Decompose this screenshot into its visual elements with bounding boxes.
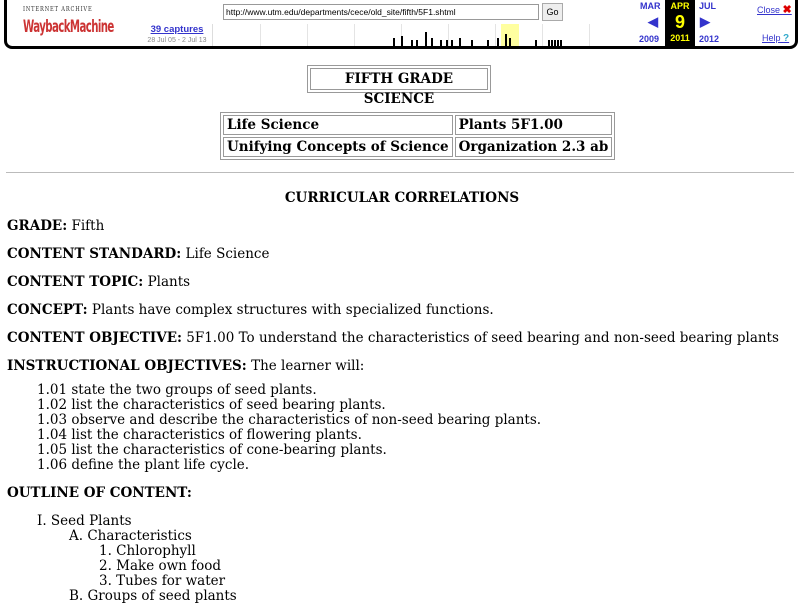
field-label: CONTENT TOPIC: bbox=[7, 274, 144, 290]
capture-bar bbox=[487, 40, 489, 46]
table-cell: Organization 2.3 ab bbox=[455, 137, 613, 157]
outline-item: I. Seed Plants bbox=[37, 513, 132, 529]
current-month: APR bbox=[670, 1, 690, 11]
capture-bar bbox=[560, 40, 562, 46]
year-divider bbox=[354, 24, 355, 46]
outline-item: A. Characteristics bbox=[69, 528, 192, 544]
capture-bar bbox=[401, 36, 403, 46]
list-item: 1.06 define the plant life cycle. bbox=[37, 457, 250, 473]
help-icon: ? bbox=[783, 33, 790, 44]
url-input[interactable]: http://www.utm.edu/departments/cece/old_site/fifth/5F1.shtml bbox=[223, 4, 539, 20]
outline bbox=[37, 514, 797, 604]
field-label: GRADE: bbox=[7, 218, 68, 234]
next-year[interactable]: 2012 bbox=[699, 34, 720, 44]
list-item: 1.03 observe and describe the characteristics of non-seed bearing plants. bbox=[37, 412, 542, 428]
logo-text: INTERNET ARCHIVE bbox=[23, 6, 93, 13]
page-title-box bbox=[307, 65, 491, 107]
outline-label: OUTLINE OF CONTENT: bbox=[7, 485, 192, 501]
year-divider bbox=[260, 24, 261, 46]
capture-range: 28 Jul 05 - 2 Jul 13 bbox=[147, 37, 207, 44]
wayback-logo[interactable] bbox=[23, 6, 133, 42]
capture-bar bbox=[425, 32, 427, 46]
year-divider bbox=[589, 24, 590, 46]
page-title: FIFTH GRADE SCIENCE bbox=[310, 68, 488, 90]
prev-month[interactable]: MAR bbox=[640, 1, 661, 11]
help-link[interactable] bbox=[762, 32, 789, 45]
main-content bbox=[7, 190, 797, 604]
list-item: 1.05 list the characteristics of cone-bearing plants. bbox=[37, 442, 387, 458]
field-value: Life Science bbox=[185, 246, 270, 262]
prev-arrow-icon[interactable]: ◀ bbox=[648, 14, 658, 29]
capture-bar bbox=[554, 40, 556, 46]
capture-bar bbox=[440, 40, 442, 46]
next-arrow-icon[interactable]: ▶ bbox=[700, 14, 710, 29]
field-concept bbox=[7, 303, 797, 318]
current-capture bbox=[665, 0, 695, 46]
field-standard bbox=[7, 247, 797, 262]
field-label: CONCEPT: bbox=[7, 302, 88, 318]
outline-item: 2. Make own food bbox=[99, 558, 222, 574]
capture-bar bbox=[551, 40, 553, 46]
capture-bar bbox=[416, 40, 418, 46]
capture-bar bbox=[431, 38, 433, 46]
field-label: CONTENT STANDARD: bbox=[7, 246, 182, 262]
capture-bar bbox=[497, 38, 499, 46]
outline-item: 1. Chlorophyll bbox=[99, 543, 196, 559]
close-icon: ✖ bbox=[782, 4, 792, 16]
field-value: Plants have complex structures with specialized functions. bbox=[91, 302, 494, 318]
capture-bar bbox=[451, 40, 453, 46]
divider bbox=[6, 172, 794, 173]
outline-item: 3. Tubes for water bbox=[99, 573, 226, 589]
table-cell: Life Science bbox=[223, 115, 453, 135]
outline-item: B. Groups of seed plants bbox=[69, 588, 237, 604]
next-month[interactable]: JUL bbox=[699, 1, 717, 11]
close-label: Close bbox=[757, 5, 781, 15]
table-cell: Plants 5F1.00 bbox=[455, 115, 613, 135]
subject-table bbox=[220, 112, 615, 160]
year-divider bbox=[307, 24, 308, 46]
field-objective bbox=[7, 331, 797, 346]
capture-bar bbox=[446, 40, 448, 46]
capture-bar bbox=[509, 38, 511, 46]
prev-year[interactable]: 2009 bbox=[639, 34, 660, 44]
go-button[interactable]: Go bbox=[542, 3, 563, 21]
field-value: 5F1.00 To understand the characteristics of seed bearing and non-seed bearing plants bbox=[186, 330, 779, 346]
capture-bar bbox=[411, 40, 413, 46]
capture-bar bbox=[459, 38, 461, 46]
capture-bar bbox=[393, 38, 395, 46]
list-item: 1.02 list the characteristics of seed bearing plants. bbox=[37, 397, 386, 413]
objectives-list bbox=[37, 383, 797, 473]
capture-sparkline[interactable] bbox=[212, 24, 635, 46]
field-grade bbox=[7, 219, 797, 234]
year-divider bbox=[448, 24, 449, 46]
current-year: 2011 bbox=[670, 33, 690, 43]
list-item: 1.01 state the two groups of seed plants. bbox=[37, 382, 317, 398]
year-divider bbox=[495, 24, 496, 46]
help-label: Help bbox=[762, 33, 781, 43]
field-value: Fifth bbox=[71, 218, 105, 234]
field-value: Plants bbox=[147, 274, 191, 290]
wayback-toolbar bbox=[4, 0, 798, 49]
current-day: 9 bbox=[674, 12, 685, 32]
close-link[interactable] bbox=[757, 4, 792, 16]
table-cell: Unifying Concepts of Science bbox=[223, 137, 453, 157]
field-label: INSTRUCTIONAL OBJECTIVES: bbox=[7, 358, 247, 374]
field-label: CONTENT OBJECTIVE: bbox=[7, 330, 182, 346]
capture-bar bbox=[471, 40, 473, 46]
capture-bar bbox=[557, 40, 559, 46]
year-divider bbox=[542, 24, 543, 46]
capture-bar bbox=[535, 40, 537, 46]
captures-link[interactable]: 39 captures bbox=[150, 24, 204, 35]
logo-main: WaybackMachine bbox=[23, 17, 114, 37]
capture-bar bbox=[505, 34, 507, 46]
field-instructional bbox=[7, 359, 797, 374]
capture-bar bbox=[548, 40, 550, 46]
field-topic bbox=[7, 275, 797, 290]
list-item: 1.04 list the characteristics of flowering plants. bbox=[37, 427, 362, 443]
field-value: The learner will: bbox=[251, 358, 365, 374]
section-heading: CURRICULAR CORRELATIONS bbox=[284, 190, 520, 206]
